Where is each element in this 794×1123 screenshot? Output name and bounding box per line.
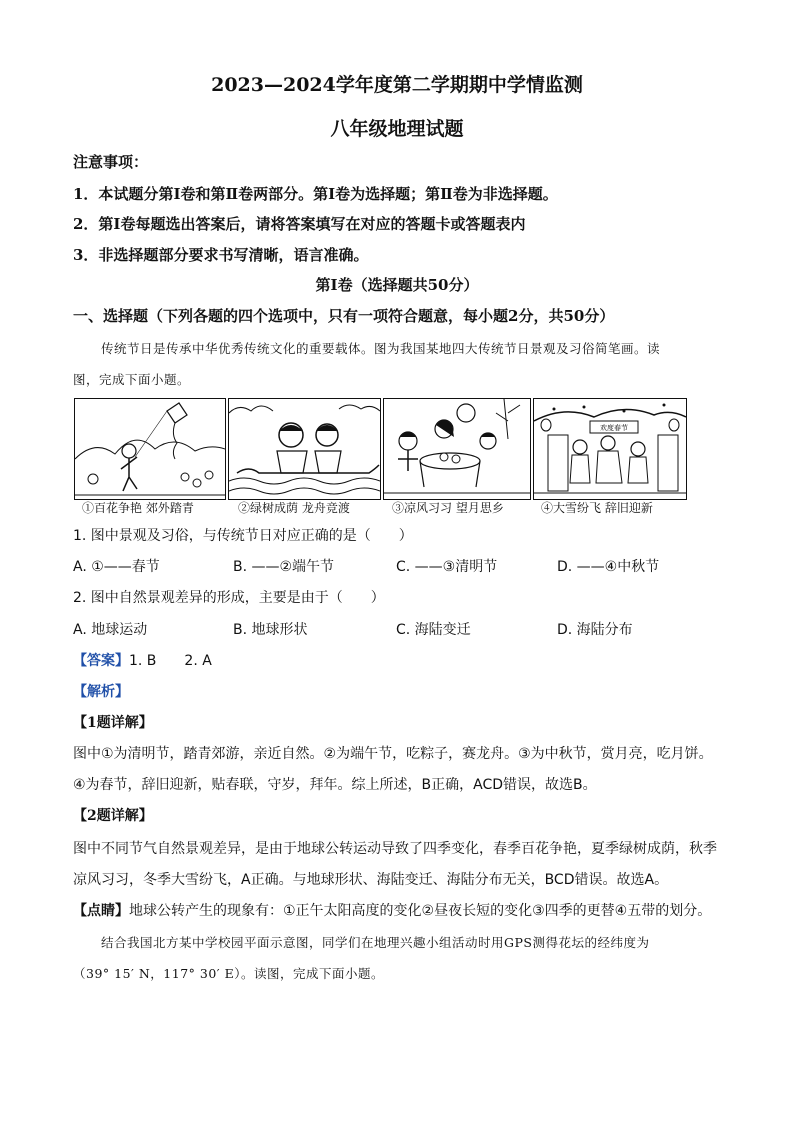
figure-caption: ①百花争艳 郊外踏青 bbox=[82, 501, 194, 515]
autumn-illustration bbox=[384, 399, 530, 499]
exam-subtitle: 八年级地理试题 bbox=[330, 118, 464, 140]
option-b: B. 地球形状 bbox=[233, 622, 308, 638]
spring-panel bbox=[74, 398, 226, 500]
part-heading: 一、选择题（下列各题的四个选项中，只有一项符合题意，每小题2分，共50分） bbox=[73, 307, 615, 325]
winter-illustration bbox=[534, 399, 686, 499]
exam-title: 2023—2024学年度第二学期期中学情监测 bbox=[211, 74, 583, 96]
option-c: C. ——③清明节 bbox=[396, 559, 498, 575]
note-item: 3．非选择题部分要求书写清晰，语言准确。 bbox=[73, 246, 369, 264]
question-stem: 1. 图中景观及习俗，与传统节日对应正确的是（ ） bbox=[73, 528, 413, 544]
autumn-panel bbox=[383, 398, 531, 500]
section-title: 第Ⅰ卷（选择题共50分） bbox=[315, 276, 479, 294]
spring-illustration bbox=[75, 399, 225, 499]
figure-caption: ③凉风习习 望月思乡 bbox=[392, 501, 504, 515]
notes-heading: 注意事项： bbox=[73, 153, 149, 171]
figure-caption: ④大雪纷飞 辞旧迎新 bbox=[541, 501, 653, 515]
option-d: D. 海陆分布 bbox=[557, 622, 633, 638]
analysis-tag: 【解析】 bbox=[73, 684, 129, 700]
q1-detail-text: ④为春节，辞旧迎新，贴春联，守岁，拜年。综上所述，B正确，ACD错误，故选B。 bbox=[73, 777, 597, 793]
winter-panel bbox=[533, 398, 687, 500]
key-point-tag: 【点睛】 bbox=[73, 903, 129, 919]
q1-detail-text: 图中①为清明节，踏青郊游，亲近自然。②为端午节，吃粽子，赛龙舟。③为中秋节，赏月亮，吃月饼。 bbox=[73, 746, 713, 762]
answer-tag: 【答案】 bbox=[73, 653, 129, 669]
q2-detail-text: 凉风习习，冬季大雪纷飞，A正确。与地球形状、海陆变迁、海陆分布无关，BCD错误。故选A。 bbox=[73, 872, 669, 888]
note-item: 1．本试题分第Ⅰ卷和第Ⅱ卷两部分。第Ⅰ卷为选择题；第Ⅱ卷为非选择题。 bbox=[73, 185, 558, 203]
question-stem: 2. 图中自然景观差异的形成，主要是由于（ ） bbox=[73, 590, 385, 606]
option-d: D. ——④中秋节 bbox=[557, 559, 660, 575]
q2-detail-title: 【2题详解】 bbox=[73, 808, 153, 824]
next-intro-text: 结合我国北方某中学校园平面示意图，同学们在地理兴趣小组活动时用GPS测得花坛的经纬度为 bbox=[101, 935, 650, 950]
answer-line bbox=[73, 650, 212, 670]
answer-text: 1. B 2. A bbox=[129, 653, 212, 669]
option-c: C. 海陆变迁 bbox=[396, 622, 471, 638]
q1-detail-title: 【1题详解】 bbox=[73, 715, 153, 731]
key-point-text: 地球公转产生的现象有：①正午太阳高度的变化②昼夜长短的变化③四季的更替④五带的划分。 bbox=[129, 903, 712, 919]
summer-panel bbox=[228, 398, 381, 500]
summer-illustration bbox=[229, 399, 380, 499]
intro-text: 图，完成下面小题。 bbox=[73, 372, 191, 387]
figure-caption: ②绿树成荫 龙舟竞渡 bbox=[238, 501, 350, 515]
option-b: B. ——②端午节 bbox=[233, 559, 335, 575]
q2-detail-text: 图中不同节气自然景观差异，是由于地球公转运动导致了四季变化，春季百花争艳，夏季绿树成荫，秋季 bbox=[73, 841, 717, 857]
note-item: 2．第Ⅰ卷每题选出答案后，请将答案填写在对应的答题卡或答题表内 bbox=[73, 215, 526, 233]
sign-text: 欢度春节 bbox=[600, 424, 628, 432]
option-a: A. 地球运动 bbox=[73, 622, 148, 638]
option-a: A. ①——春节 bbox=[73, 559, 160, 575]
key-point bbox=[73, 900, 711, 920]
next-intro-text: （39° 15′ N，117° 30′ E）。读图，完成下面小题。 bbox=[73, 966, 384, 981]
intro-text: 传统节日是传承中华优秀传统文化的重要载体。图为我国某地四大传统节日景观及习俗简笔画。读 bbox=[101, 341, 661, 356]
